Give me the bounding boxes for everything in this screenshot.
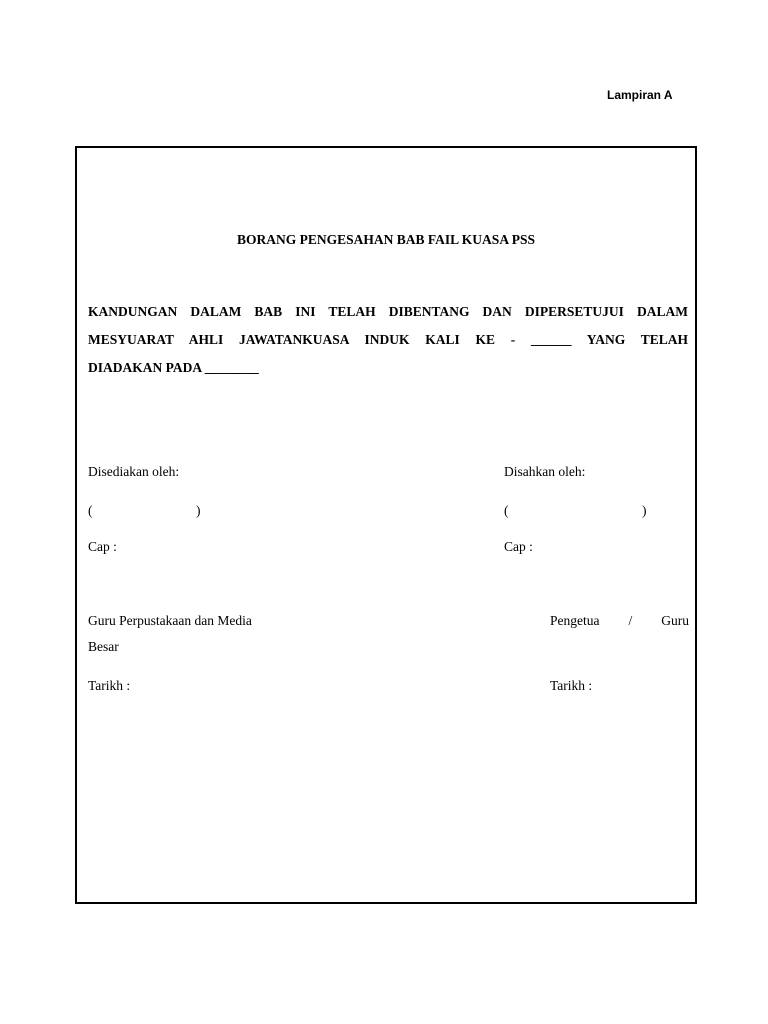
approved-by-stamp-label: Cap : — [504, 539, 533, 554]
approved-by-role-part-1: Pengetua — [550, 613, 600, 628]
approved-by-date-label: Tarikh : — [550, 678, 593, 693]
approval-statement — [88, 298, 688, 382]
prepared-by-stamp-label: Cap : — [88, 539, 117, 554]
approved-by-role-part-2: / — [628, 613, 633, 628]
prepared-by-role-line-2: Besar — [88, 639, 119, 654]
prepared-by-label: Disediakan oleh: — [88, 464, 180, 479]
form-title: BORANG PENGESAHAN BAB FAIL KUASA PSS — [237, 232, 535, 247]
statement-line-1: KANDUNGAN DALAM BAB INI TELAH DIBENTANG DAN DIPERSETUJUI DALAM — [88, 304, 688, 319]
name-open-bracket: ( — [504, 503, 509, 518]
approved-by-label: Disahkan oleh: — [504, 464, 586, 479]
statement-line-2: MESYUARAT AHLI JAWATANKUASA INDUK KALI KE - ______ YANG TELAH — [88, 332, 688, 347]
statement-line-3: DIADAKAN PADA ________ — [88, 360, 259, 375]
name-close-bracket: ) — [642, 503, 647, 518]
approved-by-role — [550, 613, 689, 629]
approved-by-name-field[interactable] — [504, 503, 654, 519]
approval-form-box — [75, 146, 697, 904]
name-close-bracket: ) — [196, 503, 201, 518]
prepared-by-role-line-1: Guru Perpustakaan dan Media — [88, 613, 252, 628]
name-open-bracket: ( — [88, 503, 93, 518]
approved-by-role-part-3: Guru — [661, 613, 689, 628]
prepared-by-name-field[interactable] — [88, 503, 208, 519]
attachment-label: Lampiran A — [607, 88, 673, 102]
prepared-by-date-label: Tarikh : — [88, 678, 131, 693]
